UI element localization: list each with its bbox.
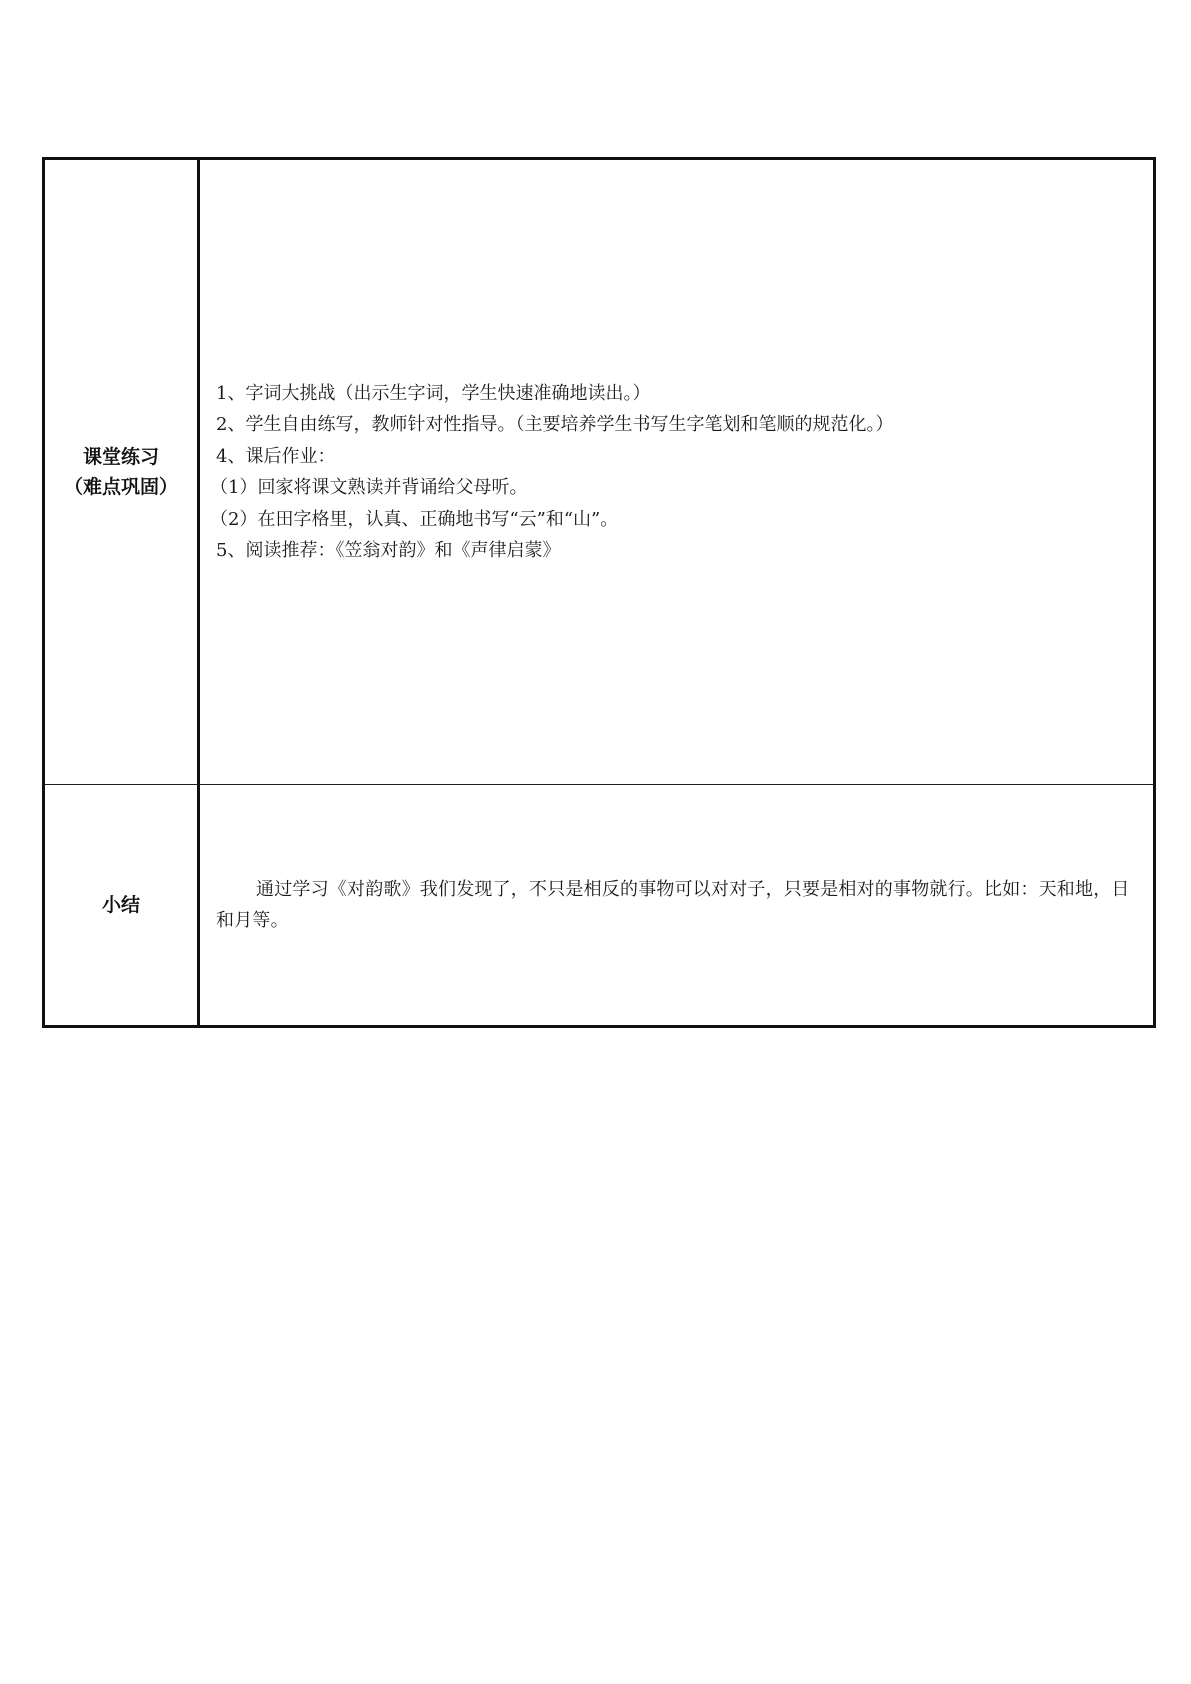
practice-content-cell [199,159,1155,785]
practice-item-reading-recommendation: 5、阅读推荐：《笠翁对韵》和《声律启蒙》 [216,540,561,561]
table-row-summary [44,785,1155,1027]
practice-item-homework: 4、课后作业： [216,445,336,467]
practice-label-cell [44,159,199,785]
practice-label-subtitle: （难点巩固） [63,476,178,498]
homework-subitem-write: （2）在田字格里，认真、正确地书写“云”和“山”。 [210,508,619,530]
practice-item-free-writing: 2、学生自由练写，教师针对性指导。（主要培养学生书写生字笔划和笔顺的规范化。） [216,414,894,435]
summary-text: 通过学习《对韵歌》我们发现了，不只是相反的事物可以对对子，只要是相对的事物就行。比如：天和地，日和月等。 [216,878,1130,931]
summary-content-cell [199,785,1155,1027]
lesson-plan-table [42,157,1156,1028]
table-row-practice [44,159,1155,785]
summary-label-cell [44,785,199,1027]
practice-label-title: 课堂练习 [82,446,159,468]
practice-item-word-challenge: 1、字词大挑战（出示生字词，学生快速准确地读出。） [216,382,651,404]
summary-label: 小结 [101,894,140,916]
homework-subitem-recite: （1）回家将课文熟读并背诵给父母听。 [210,477,528,498]
